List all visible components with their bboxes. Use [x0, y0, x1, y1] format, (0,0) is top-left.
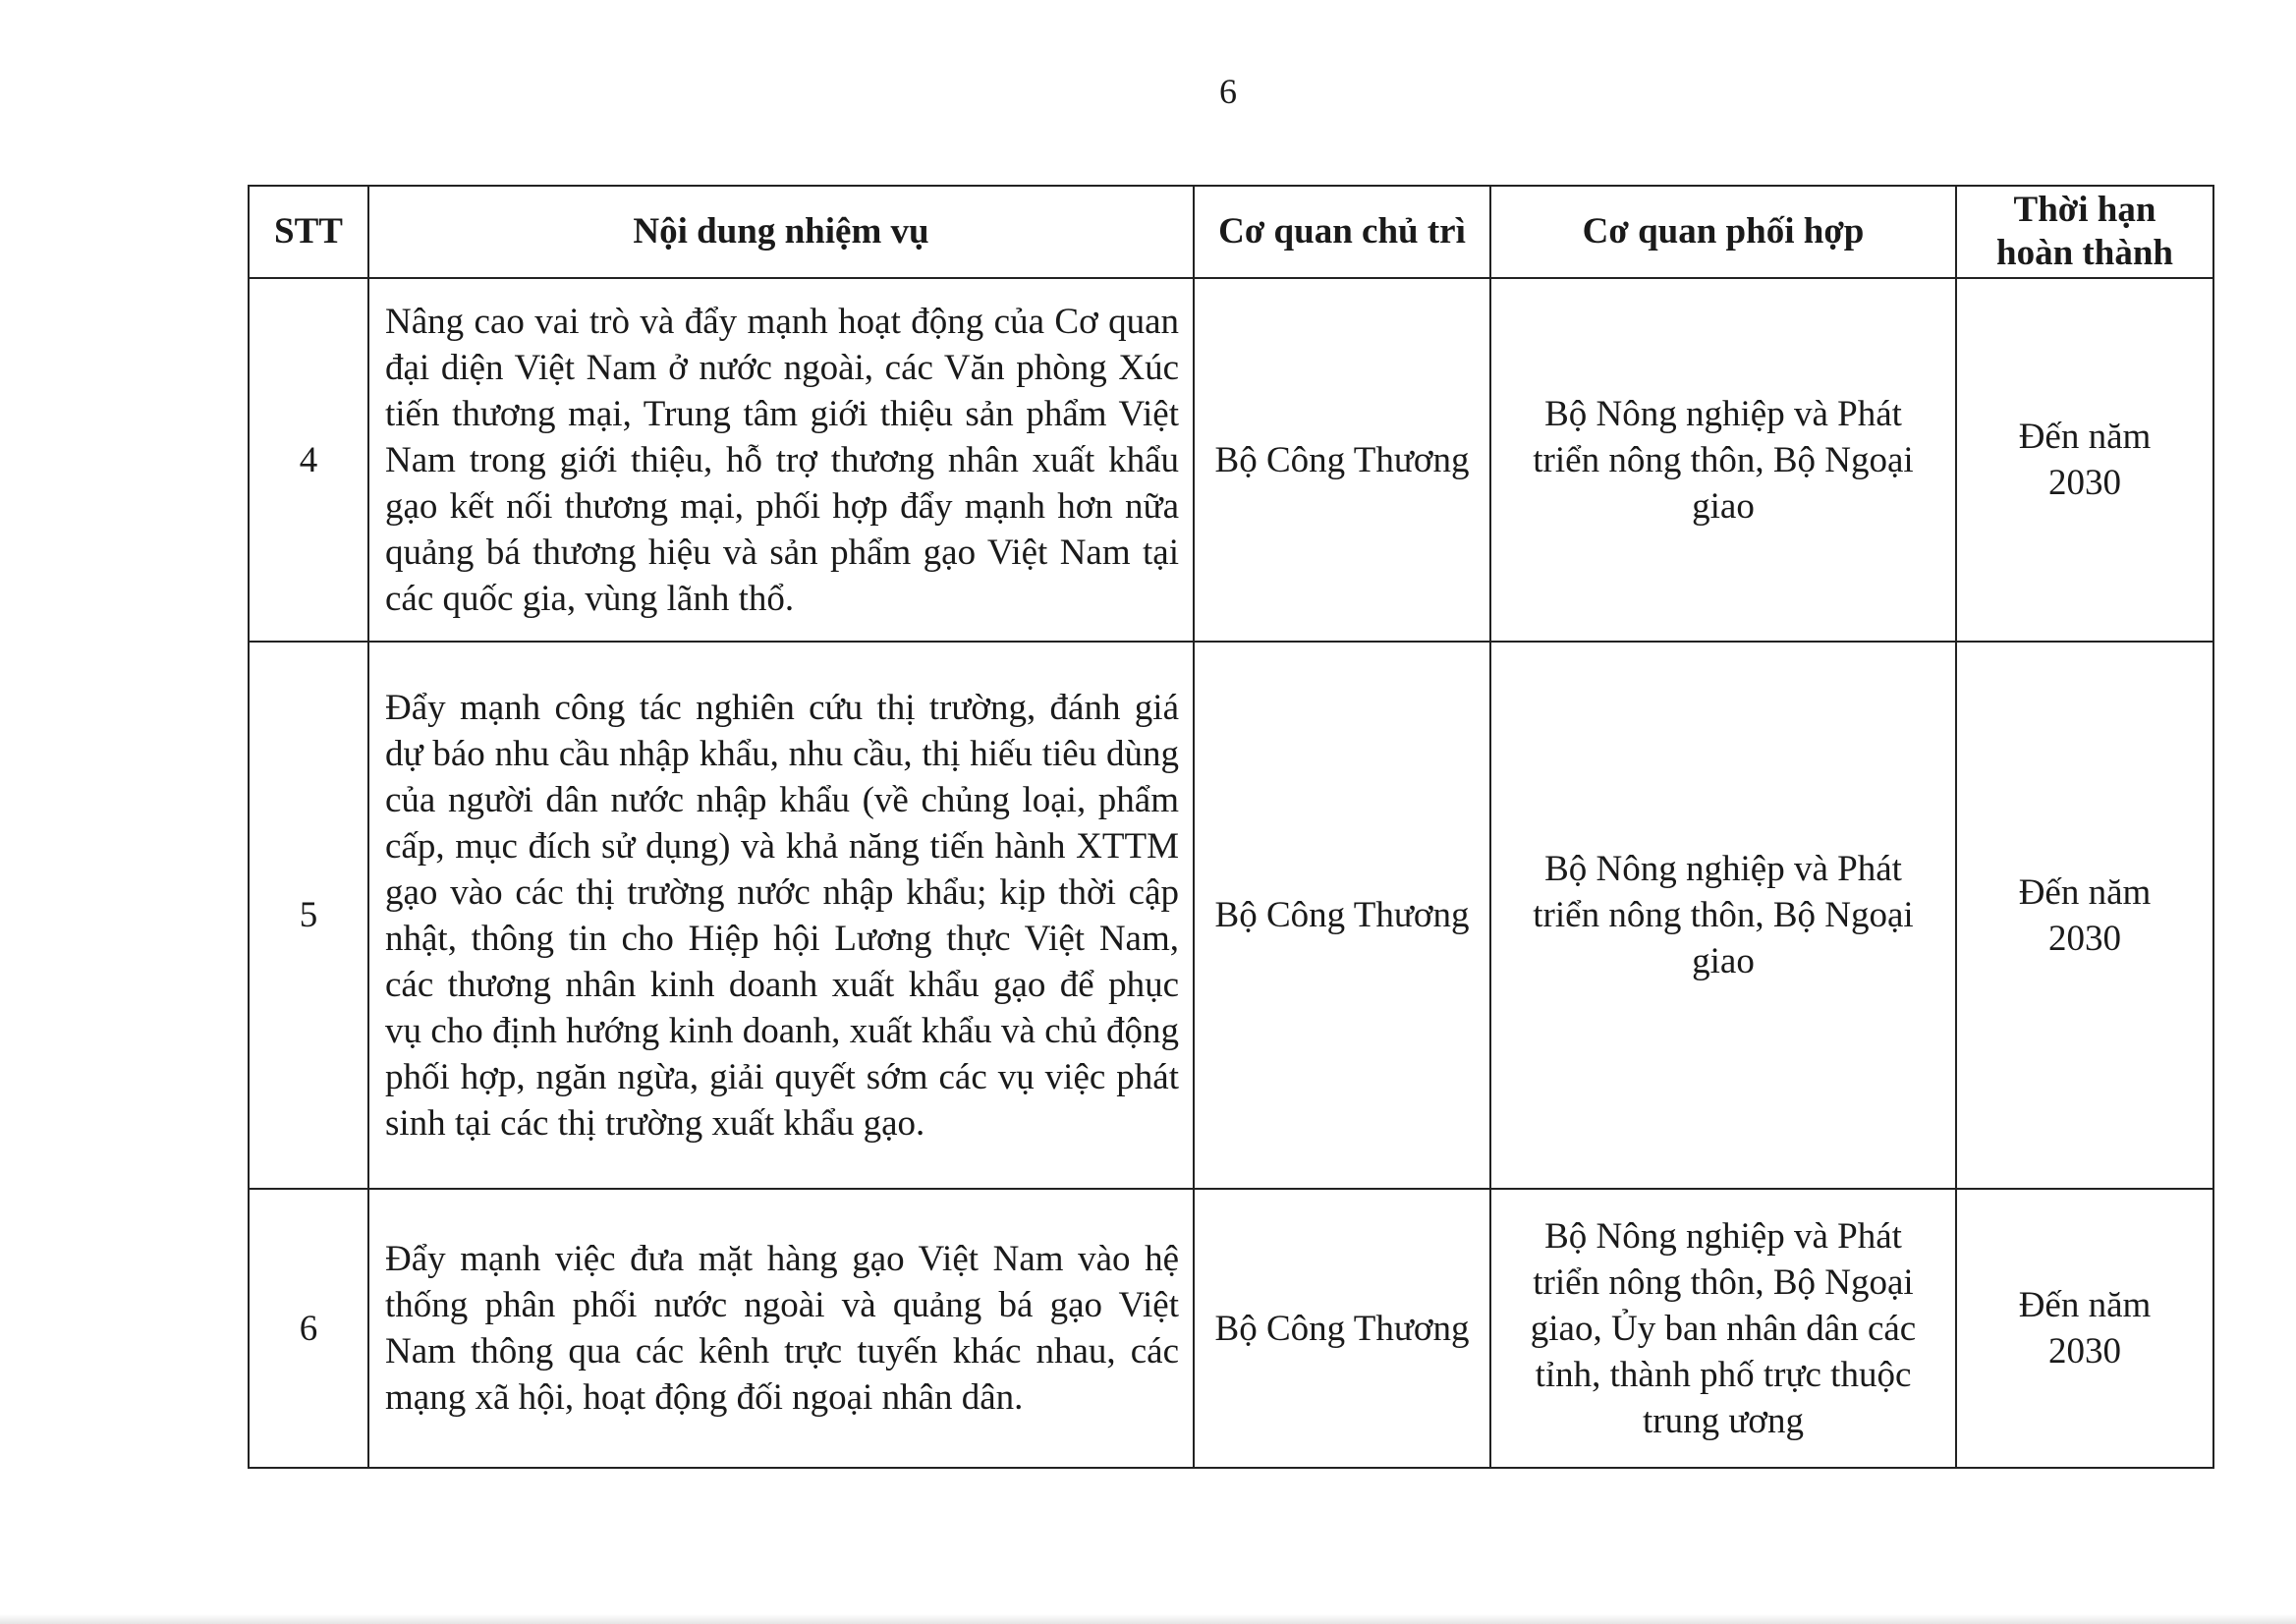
row-lead-agency: Bộ Công Thương [1194, 642, 1490, 1189]
row-deadline-label: Đến năm 2030 [2018, 1285, 2152, 1372]
header-content: Nội dung nhiệm vụ [368, 186, 1194, 278]
page-number: 6 [1219, 72, 1237, 111]
table-row [249, 642, 2213, 1189]
header-deadline [1956, 186, 2213, 278]
row-coordinating-agency: Bộ Nông nghiệp và Phát triển nông thôn, Bộ Ngoại giao [1490, 278, 1956, 642]
row-lead-agency: Bộ Công Thương [1194, 1189, 1490, 1468]
row-coordinating-agency: Bộ Nông nghiệp và Phát triển nông thôn, Bộ Ngoại giao [1490, 642, 1956, 1189]
row-lead-agency: Bộ Công Thương [1194, 278, 1490, 642]
row-task-content: Đẩy mạnh việc đưa mặt hàng gạo Việt Nam vào hệ thống phân phối nước ngoài và quảng bá gạo Việt Nam thông qua các kênh trực tuyến khác nhau, các mạng xã hội, hoạt động đối ngoại nhân dân. [368, 1189, 1194, 1468]
table-header-row [249, 186, 2213, 278]
row-deadline [1956, 1189, 2213, 1468]
table-row [249, 1189, 2213, 1468]
task-table [248, 185, 2214, 1469]
row-stt: 4 [249, 278, 368, 642]
row-coordinating-agency: Bộ Nông nghiệp và Phát triển nông thôn, Bộ Ngoại giao, Ủy ban nhân dân các tỉnh, thành phố trực thuộc trung ương [1490, 1189, 1956, 1468]
table-row [249, 278, 2213, 642]
row-deadline [1956, 278, 2213, 642]
row-deadline [1956, 642, 2213, 1189]
row-task-content: Nâng cao vai trò và đẩy mạnh hoạt động của Cơ quan đại diện Việt Nam ở nước ngoài, các Văn phòng Xúc tiến thương mại, Trung tâm giới thiệu sản phẩm Việt Nam trong giới thiệu, hỗ trợ thương nhân xuất khẩu gạo kết nối thương mại, phối hợp đẩy mạnh hơn nữa quảng bá thương hiệu và sản phẩm gạo Việt Nam tại các quốc gia, vùng lãnh thổ. [368, 278, 1194, 642]
row-task-content: Đẩy mạnh công tác nghiên cứu thị trường, đánh giá dự báo nhu cầu nhập khẩu, nhu cầu, thị hiếu tiêu dùng của người dân nước nhập khẩu (về chủng loại, phẩm cấp, mục đích sử dụng) và khả năng tiến hành XTTM gạo vào các thị trường nước nhập khẩu; kịp thời cập nhật, thông tin cho Hiệp hội Lương thực Việt Nam, các thương nhân kinh doanh xuất khẩu gạo để phục vụ cho định hướng kinh doanh, xuất khẩu và chủ động phối hợp, ngăn ngừa, giải quyết sớm các vụ việc phát sinh tại các thị trường xuất khẩu gạo. [368, 642, 1194, 1189]
header-stt: STT [249, 186, 368, 278]
row-stt: 5 [249, 642, 368, 1189]
row-deadline-label: Đến năm 2030 [2018, 871, 2152, 959]
header-coordinating-agency: Cơ quan phối hợp [1490, 186, 1956, 278]
row-stt: 6 [249, 1189, 368, 1468]
scan-edge-shadow [0, 1614, 2296, 1624]
header-deadline-label: Thời hạn hoàn thành [1996, 190, 2173, 273]
row-deadline-label: Đến năm 2030 [2018, 417, 2152, 503]
header-lead-agency: Cơ quan chủ trì [1194, 186, 1490, 278]
